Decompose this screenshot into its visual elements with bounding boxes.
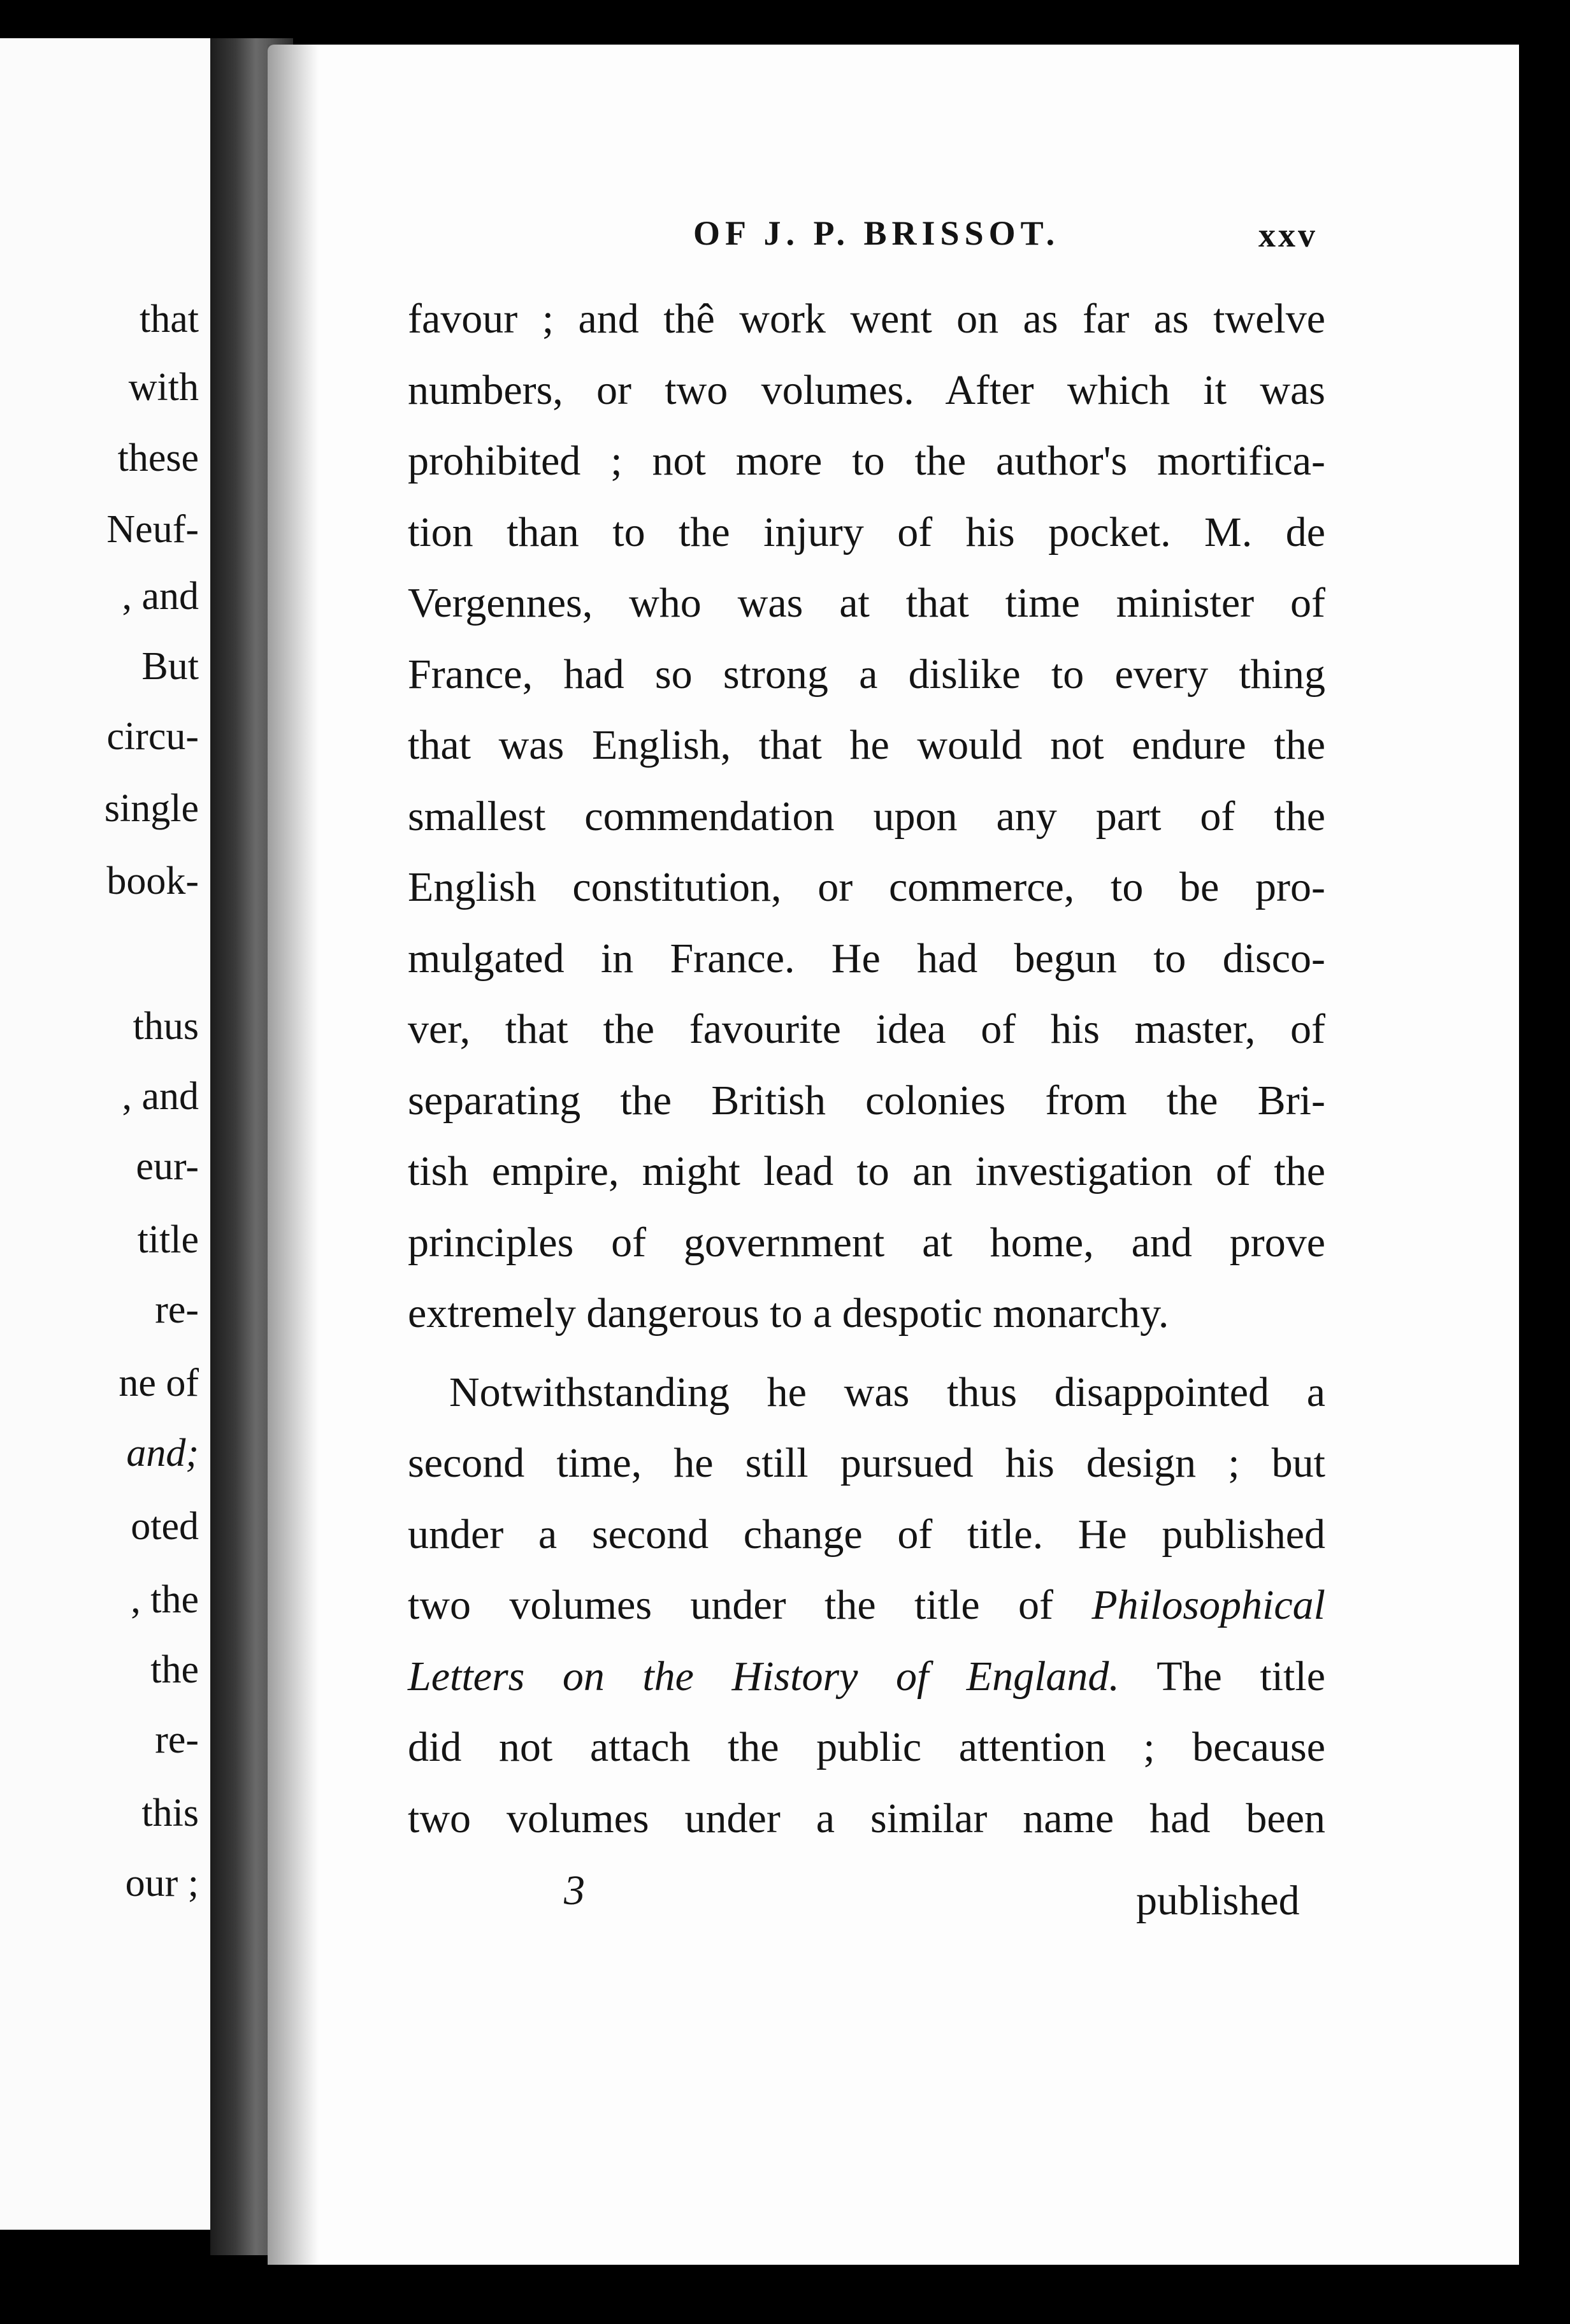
running-head: OF J. P. BRISSOT.: [693, 214, 1060, 252]
left-page-line: Neuf-: [106, 508, 199, 551]
text-line: principles of government at home, and prove: [408, 1219, 1325, 1266]
text-line: [408, 1584, 1325, 1626]
text-line: extremely dangerous to a despotic monarchy.: [408, 1290, 1169, 1337]
left-page-line: , and: [122, 575, 199, 618]
scan-speck: [236, 2287, 247, 2299]
left-page-line: our ;: [125, 1861, 199, 1905]
text-line: Vergennes, who was at that time minister of: [408, 580, 1325, 626]
text-line: favour ; and thê work went on as far as twelve: [408, 296, 1325, 342]
scan-speck: [1466, 2290, 1472, 2297]
text-line: that was English, that he would not endure the: [408, 722, 1325, 768]
italic-title: Philosophical: [1091, 1582, 1325, 1628]
left-page-line: , and: [122, 1075, 199, 1118]
left-page-line: single: [104, 787, 199, 830]
text-line: numbers, or two volumes. After which it was: [408, 367, 1325, 413]
left-page-line: title: [137, 1218, 199, 1261]
text-line: under a second change of title. He published: [408, 1511, 1325, 1558]
text-line: did not attach the public attention ; because: [408, 1724, 1325, 1770]
left-page-line: these: [117, 436, 199, 480]
left-page-line: this: [141, 1791, 199, 1835]
italic-title: Letters on the History of England.: [408, 1653, 1120, 1700]
left-page-line: with: [128, 366, 199, 409]
left-page-line: thus: [133, 1005, 199, 1048]
left-page-line: But: [141, 645, 199, 688]
text-line: Notwithstanding he was thus disappointed a: [449, 1369, 1325, 1416]
text-line: ver, that the favourite idea of his master, of: [408, 1006, 1325, 1052]
left-page-line: the: [150, 1648, 199, 1691]
text-line: smallest commendation upon any part of the: [408, 793, 1325, 840]
text-line: tion than to the injury of his pocket. M. de: [408, 509, 1325, 556]
text-span: The title: [1119, 1653, 1325, 1700]
text-line: France, had so strong a dislike to every thing: [408, 651, 1325, 698]
gutter-shadow: [268, 45, 319, 2265]
text-line: prohibited ; not more to the author's mortifica-: [408, 438, 1325, 484]
left-page-line: and;: [126, 1431, 199, 1475]
page-number: xxv: [1258, 216, 1318, 254]
left-page-line: ne of: [119, 1361, 199, 1405]
text-line: tish empire, might lead to an investigation of the: [408, 1148, 1325, 1194]
text-line: second time, he still pursued his design ; but: [408, 1440, 1325, 1486]
left-page-line: , the: [131, 1578, 199, 1621]
text-line: [408, 1653, 1325, 1700]
text-line: mulgated in France. He had begun to disco-: [408, 935, 1325, 982]
left-page-line: oted: [131, 1505, 199, 1548]
text-line: separating the British colonies from the Bri-: [408, 1077, 1325, 1124]
left-page-line: re-: [155, 1718, 199, 1761]
catchword: published: [1136, 1877, 1300, 1924]
left-page-line: circu-: [106, 715, 199, 758]
text-line: two volumes under a similar name had been: [408, 1795, 1325, 1842]
text-span: two volumes under the title of: [408, 1582, 1092, 1628]
signature-mark: 3: [564, 1867, 585, 1914]
left-page-line: that: [140, 298, 199, 341]
left-page-line: book-: [106, 859, 199, 903]
text-line: English constitution, or commerce, to be pro-: [408, 864, 1325, 910]
left-page-line: re-: [155, 1288, 199, 1331]
left-page-line: eur-: [136, 1145, 199, 1188]
